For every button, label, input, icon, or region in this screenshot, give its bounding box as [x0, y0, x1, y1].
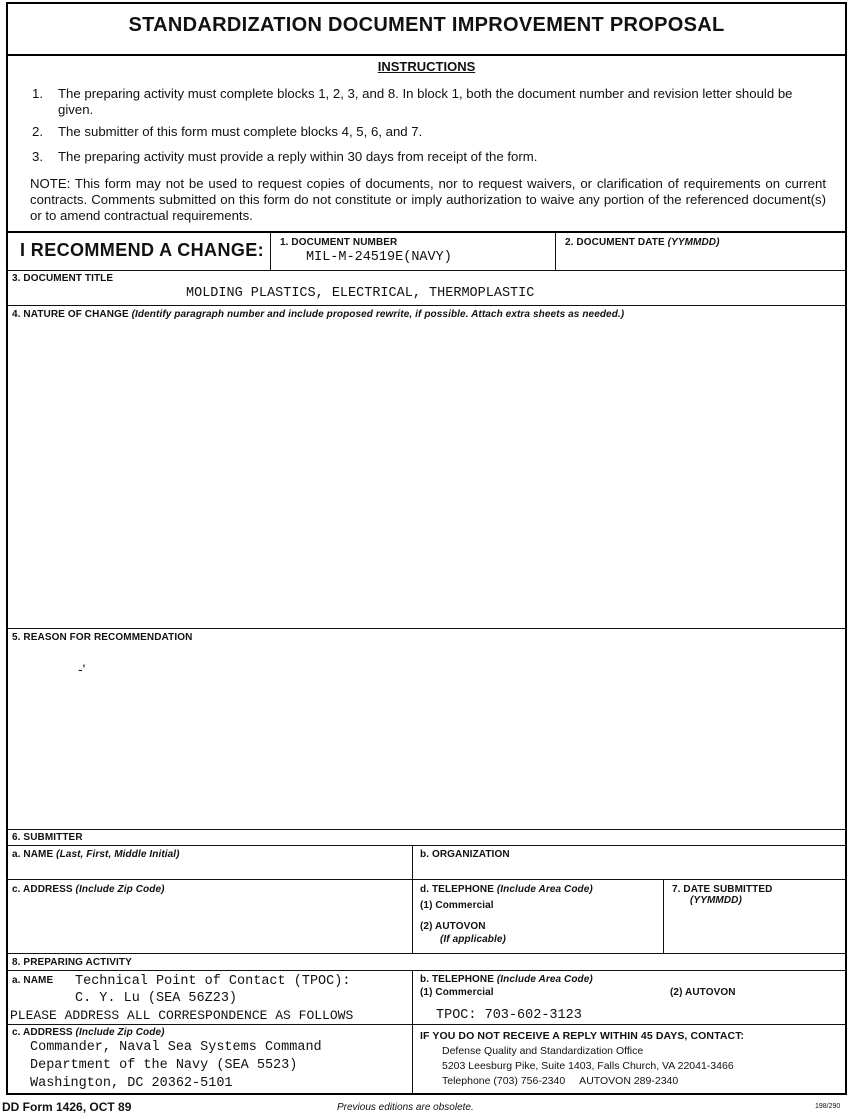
obsolete-notice: Previous editions are obsolete. [337, 1102, 474, 1113]
submitter-name-field[interactable] [10, 862, 408, 876]
instruction-item: 1. [32, 86, 43, 101]
preparing-address-line: Washington, DC 20362-5101 [30, 1076, 233, 1091]
submitter-address-field[interactable] [10, 898, 408, 950]
submitter-organization-field[interactable] [416, 862, 844, 876]
instruction-item: 2. [32, 124, 43, 139]
date-submitted-hint: (YYMMDD) [690, 895, 742, 906]
submitter-name-label: a. NAME (Last, First, Middle Initial) [12, 849, 180, 860]
preparing-name-line: C. Y. Lu (SEA 56Z23) [75, 991, 238, 1006]
date-submitted-field[interactable] [668, 910, 844, 950]
instruction-text: The preparing activity must complete blocks 1, 2, 3, and 8. In block 1, both the document number and revision letter should be given. [58, 86, 793, 117]
preparing-name-label: a. NAME [12, 975, 54, 986]
recommend-change-label: I RECOMMEND A CHANGE: [20, 240, 265, 260]
preparing-commercial-label: (1) Commercial [420, 987, 494, 998]
form-title: STANDARDIZATION DOCUMENT IMPROVEMENT PROPOSAL [128, 14, 725, 36]
no-reply-contact-heading: IF YOU DO NOT RECEIVE A REPLY WITHIN 45 DAYS, CONTACT: [420, 1030, 745, 1042]
preparing-telephone-label: b. TELEPHONE (Include Area Code) [420, 974, 593, 985]
document-title-field[interactable]: MOLDING PLASTICS, ELECTRICAL, THERMOPLASTIC [186, 286, 535, 301]
reason-field[interactable] [10, 647, 843, 825]
document-title-label: 3. DOCUMENT TITLE [12, 273, 114, 284]
date-submitted-label: 7. DATE SUBMITTED [672, 884, 773, 895]
nature-of-change-label: 4. NATURE OF CHANGE (Identify paragraph number and include proposed rewrite, if possible. Attach extra sheets as needed.) [12, 309, 625, 320]
submitter-commercial-label: (1) Commercial [420, 900, 494, 911]
form-number: DD Form 1426, OCT 89 [2, 1100, 132, 1114]
form-code: 198/290 [815, 1103, 841, 1110]
submitter-organization-label: b. ORGANIZATION [420, 849, 510, 860]
document-date-field[interactable] [590, 250, 830, 266]
instructions-heading: INSTRUCTIONS [377, 59, 476, 74]
reason-label: 5. REASON FOR RECOMMENDATION [12, 632, 193, 643]
preparing-tpoc-phone: TPOC: 703-602-3123 [436, 1008, 582, 1023]
instructions-note: NOTE: This form may not be used to request copies of documents, nor to request waivers, or clarification of requirements on current contracts. Comments submitted on this form do not constitute or imply authorization to waive any portion of the referenced document(s) or to amend contractual requirements. [30, 176, 826, 223]
preparing-name-line: Technical Point of Contact (TPOC): [75, 974, 351, 989]
nature-of-change-field[interactable] [10, 324, 843, 624]
document-number-label: 1. DOCUMENT NUMBER [280, 237, 398, 248]
contact-line: Telephone (703) 756-2340 AUTOVON 289-2340 [442, 1075, 679, 1087]
instruction-text: The preparing activity must provide a reply within 30 days from receipt of the form. [58, 149, 538, 164]
preparing-address-line: Department of the Navy (SEA 5523) [30, 1058, 298, 1073]
preparing-address-label: c. ADDRESS (Include Zip Code) [12, 1027, 165, 1038]
submitter-autovon-hint: (If applicable) [440, 934, 506, 945]
preparing-activity-label: 8. PREPARING ACTIVITY [12, 957, 132, 968]
preparing-autovon-label: (2) AUTOVON [670, 987, 736, 998]
contact-line: Defense Quality and Standardization Office [442, 1045, 644, 1057]
contact-line: 5203 Leesburg Pike, Suite 1403, Falls Church, VA 22041-3466 [442, 1060, 734, 1072]
instruction-item: 3. [32, 149, 43, 164]
preparing-correspondence-line: PLEASE ADDRESS ALL CORRESPONDENCE AS FOLLOWS [10, 1008, 354, 1023]
document-number-field[interactable]: MIL-M-24519E(NAVY) [306, 250, 452, 265]
reason-stray-mark: -' [78, 661, 86, 677]
submitter-address-label: c. ADDRESS (Include Zip Code) [12, 884, 165, 895]
instruction-text: The submitter of this form must complete blocks 4, 5, 6, and 7. [58, 124, 423, 139]
submitter-label: 6. SUBMITTER [12, 832, 83, 843]
preparing-address-line: Commander, Naval Sea Systems Command [30, 1040, 322, 1055]
submitter-telephone-label: d. TELEPHONE (Include Area Code) [420, 884, 593, 895]
submitter-autovon-label: (2) AUTOVON [420, 921, 486, 932]
document-date-label: 2. DOCUMENT DATE (YYMMDD) [565, 237, 720, 248]
